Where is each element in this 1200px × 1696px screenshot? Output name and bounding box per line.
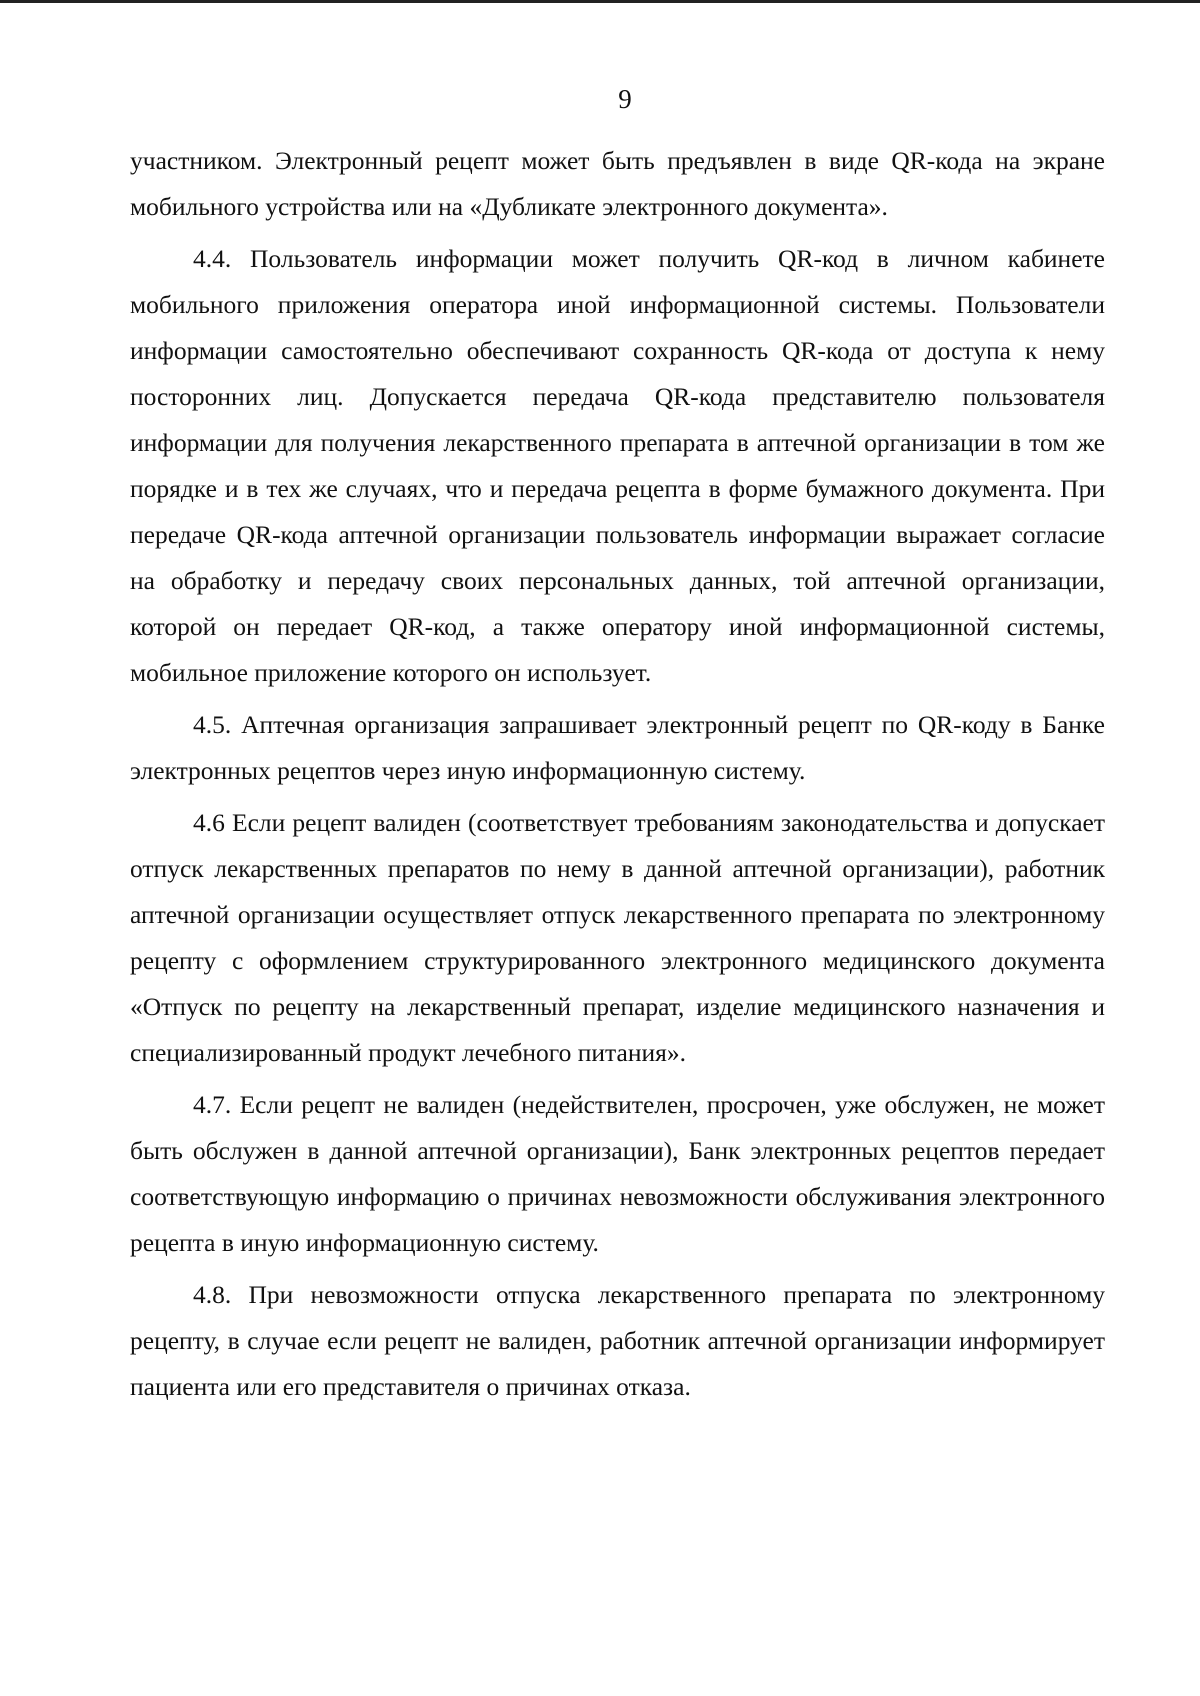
paragraph-4-6: 4.6 Если рецепт валиден (соответствует требованиям законодательства и допускает отпуск лекарственных препаратов по нему в данной аптечной организации), работник аптечной организации осуществляет отпуск лекарственного препарата по электронному рецепту с оформлением структурированного электронного медицинского документа «Отпуск по рецепту на лекарственный препарат, изделие медицинского назначения и специализированный продукт лечебного питания». [130, 808, 1105, 1067]
paragraph-4-5: 4.5. Аптечная организация запрашивает электронный рецепт по QR-коду в Банке электронных рецептов через иную информационную систему. [130, 710, 1105, 785]
page-top-edge-rule [0, 0, 1200, 3]
paragraph-4-4: 4.4. Пользователь информации может получить QR-код в личном кабинете мобильного приложения оператора иной информационной системы. Пользователи информации самостоятельно обеспечивают сохранность QR-кода от доступа к нему посторонних лиц. Допускается передача QR-кода представителю пользователя информации для получения лекарственного препарата в аптечной организации в том же порядке и в тех же случаях, что и передача рецепта в форме бумажного документа. При передаче QR-кода аптечной организации пользователь информации выражает согласие на обработку и передачу своих персональных данных, той аптечной организации, которой он передает QR-код, а также оператору иной информационной системы, мобильное приложение которого он использует. [130, 244, 1105, 687]
paragraph-4-7: 4.7. Если рецепт не валиден (недействителен, просрочен, уже обслужен, не может быть обслужен в данной аптечной организации), Банк электронных рецептов передает соответствующую информацию о причинах невозможности обслуживания электронного рецепта в иную информационную систему. [130, 1090, 1105, 1257]
paragraph-continuation: участником. Электронный рецепт может быть предъявлен в виде QR-кода на экране мобильного устройства или на «Дубликате электронного документа». [130, 146, 1105, 221]
paragraph-4-8: 4.8. При невозможности отпуска лекарственного препарата по электронному рецепту, в случае если рецепт не валиден, работник аптечной организации информирует пациента или его представителя о причинах отказа. [130, 1280, 1105, 1401]
page-number: 9 [618, 84, 632, 114]
document-body [130, 138, 1105, 1416]
